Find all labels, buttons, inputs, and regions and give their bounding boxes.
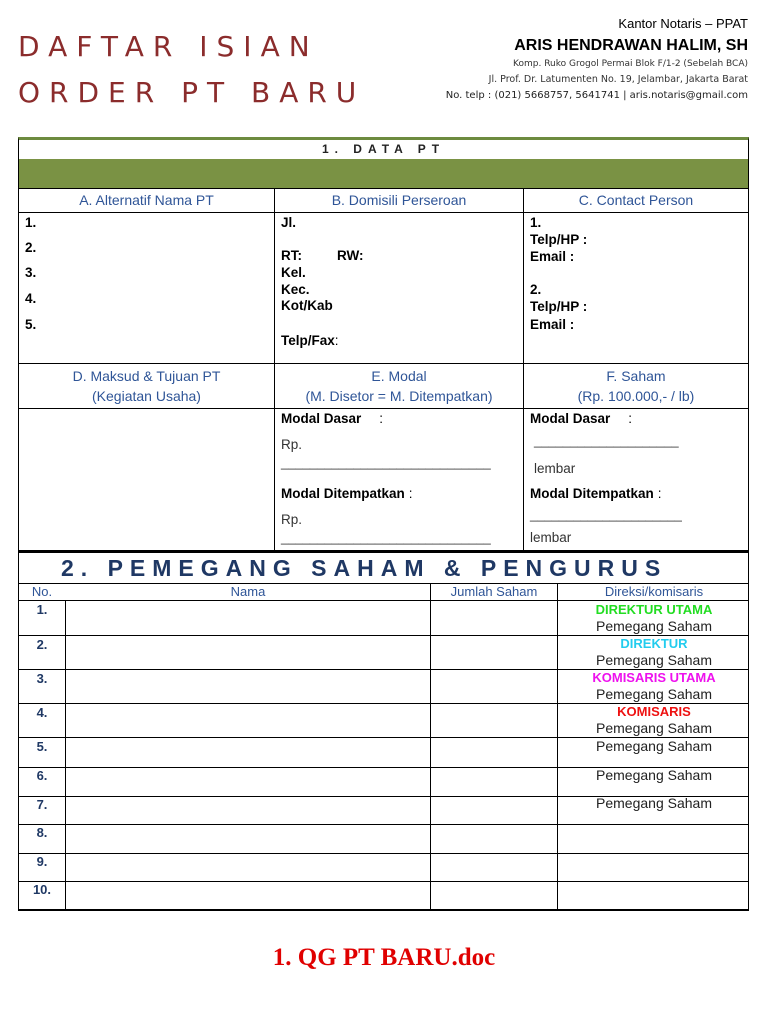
data-pt-section	[18, 137, 749, 551]
maksud-line1: D. Maksud & Tujuan PT	[72, 368, 221, 384]
divider	[19, 881, 748, 882]
pemegang-saham-title: 2. PEMEGANG SAHAM & PENGURUS	[61, 555, 668, 581]
pemegang-saham-section	[18, 551, 749, 911]
role-ps-6: Pemegang Saham	[596, 767, 712, 783]
col-jumlah-saham: Jumlah Saham	[450, 584, 538, 599]
office-address1: Komp. Ruko Grogol Permai Blok F/1-2 (Sebelah BCA)	[513, 59, 748, 69]
contact-telp-1[interactable]: Telp/HP :	[530, 232, 588, 247]
saham-line-2[interactable]: _____________________	[530, 507, 682, 522]
modal-line-1: _____________________________	[281, 455, 491, 470]
row-no-1: 1.	[36, 602, 48, 617]
row-no-6: 6.	[36, 768, 48, 783]
form-title-line1: DAFTAR ISIAN	[18, 30, 319, 63]
row-no-4: 4.	[36, 705, 48, 720]
col-direksi: Direksi/komisaris	[604, 584, 704, 599]
modal-line-2: _____________________________	[281, 530, 491, 545]
row-no-9: 9.	[36, 854, 48, 869]
domisili-jl[interactable]: Jl.	[281, 215, 297, 230]
col-header-contact: C. Contact Person	[578, 192, 694, 208]
col-header-modal	[275, 366, 523, 406]
olive-band	[19, 159, 748, 188]
modal-ditempatkan	[281, 485, 413, 502]
alt-name-3[interactable]: 3.	[25, 265, 37, 280]
footer-filename: 1. QG PT BARU.doc	[272, 944, 496, 971]
col-nama: Nama	[230, 584, 266, 599]
row-no-3: 3.	[36, 671, 48, 686]
role-ps-2: Pemegang Saham	[596, 652, 712, 668]
alt-name-1[interactable]: 1.	[25, 215, 37, 230]
role-ps-3: Pemegang Saham	[596, 686, 712, 702]
domisili-telpfax-colon: :	[334, 333, 339, 348]
domisili-telpfax-label: Telp/Fax	[281, 333, 335, 348]
saham-dasar	[530, 410, 632, 427]
domisili-rw[interactable]: RW:	[337, 248, 364, 263]
divider	[19, 853, 748, 854]
saham-line1: F. Saham	[606, 368, 666, 384]
divider	[19, 408, 748, 409]
form-title-line2: ORDER PT BARU	[18, 76, 366, 109]
row-no-5: 5.	[36, 739, 48, 754]
role-ps-7: Pemegang Saham	[596, 795, 712, 811]
modal-dasar	[281, 410, 383, 427]
role-komisaris: KOMISARIS	[617, 704, 691, 719]
role-direktur: DIREKTUR	[620, 636, 688, 651]
modal-line2: (M. Disetor = M. Ditempatkan)	[305, 388, 493, 404]
office-address2: Jl. Prof. Dr. Latumenten No. 19, Jelambar, Jakarta Barat	[488, 74, 748, 85]
row-no-2: 2.	[36, 637, 48, 652]
domisili-rt[interactable]: RT:	[281, 248, 302, 263]
alt-name-2[interactable]: 2.	[25, 240, 37, 255]
role-ps-5: Pemegang Saham	[596, 738, 712, 754]
alt-name-4[interactable]: 4.	[25, 291, 37, 306]
saham-dasar-colon: :	[628, 411, 633, 426]
col-header-domisili: B. Domisili Perseroan	[331, 192, 467, 208]
data-pt-heading: 1. DATA PT	[321, 142, 446, 156]
saham-dasar-label: Modal Dasar	[530, 411, 611, 426]
office-contact: No. telp : (021) 5668757, 5641741 | aris.notaris@gmail.com	[445, 90, 748, 101]
row-no-7: 7.	[36, 797, 48, 812]
saham-line2: (Rp. 100.000,- / lb)	[577, 388, 695, 404]
contact-telp-2[interactable]: Telp/HP :	[530, 299, 588, 314]
role-komisaris-utama: KOMISARIS UTAMA	[592, 670, 716, 685]
domisili-kel[interactable]: Kel.	[281, 265, 306, 280]
col-header-maksud-tujuan	[19, 366, 274, 406]
modal-dasar-colon: :	[379, 411, 384, 426]
saham-ditempatkan-colon: :	[657, 486, 662, 501]
role-direktur-utama: DIREKTUR UTAMA	[595, 602, 713, 617]
modal-line1: E. Modal	[371, 368, 427, 384]
saham-ditempatkan	[530, 485, 662, 502]
domisili-kotkab[interactable]: Kot/Kab	[281, 298, 333, 313]
divider	[19, 188, 748, 189]
saham-lembar-2: lembar	[530, 530, 572, 545]
row-no-10: 10.	[32, 882, 52, 897]
contact-email-2[interactable]: Email :	[530, 317, 575, 332]
contact-2: 2.	[530, 282, 542, 297]
divider	[19, 600, 748, 601]
role-ps-1: Pemegang Saham	[596, 618, 712, 634]
divider	[19, 212, 748, 213]
col-header-saham	[524, 366, 748, 406]
row-no-8: 8.	[36, 825, 48, 840]
divider	[430, 583, 431, 911]
saham-lembar-1: lembar	[534, 461, 576, 476]
contact-email-1[interactable]: Email :	[530, 249, 575, 264]
alt-name-5[interactable]: 5.	[25, 317, 37, 332]
modal-rp-2[interactable]: Rp.	[281, 512, 303, 527]
modal-ditempatkan-label: Modal Ditempatkan	[281, 486, 405, 501]
divider	[19, 363, 748, 364]
saham-line-1[interactable]: ____________________	[534, 433, 679, 448]
domisili-telpfax[interactable]	[281, 332, 339, 349]
divider	[19, 824, 748, 825]
divider	[65, 600, 66, 911]
saham-ditempatkan-label: Modal Ditempatkan	[530, 486, 654, 501]
office-type: Kantor Notaris – PPAT	[618, 16, 748, 31]
col-header-alternatif-nama: A. Alternatif Nama PT	[79, 192, 214, 208]
role-ps-4: Pemegang Saham	[596, 720, 712, 736]
modal-ditempatkan-colon: :	[408, 486, 413, 501]
contact-1: 1.	[530, 215, 542, 230]
office-name: ARIS HENDRAWAN HALIM, SH	[514, 37, 748, 54]
modal-rp-1[interactable]: Rp.	[281, 437, 303, 452]
modal-dasar-label: Modal Dasar	[281, 411, 362, 426]
domisili-kec[interactable]: Kec.	[281, 282, 310, 297]
maksud-line2: (Kegiatan Usaha)	[92, 388, 201, 404]
col-no: No.	[31, 584, 53, 599]
